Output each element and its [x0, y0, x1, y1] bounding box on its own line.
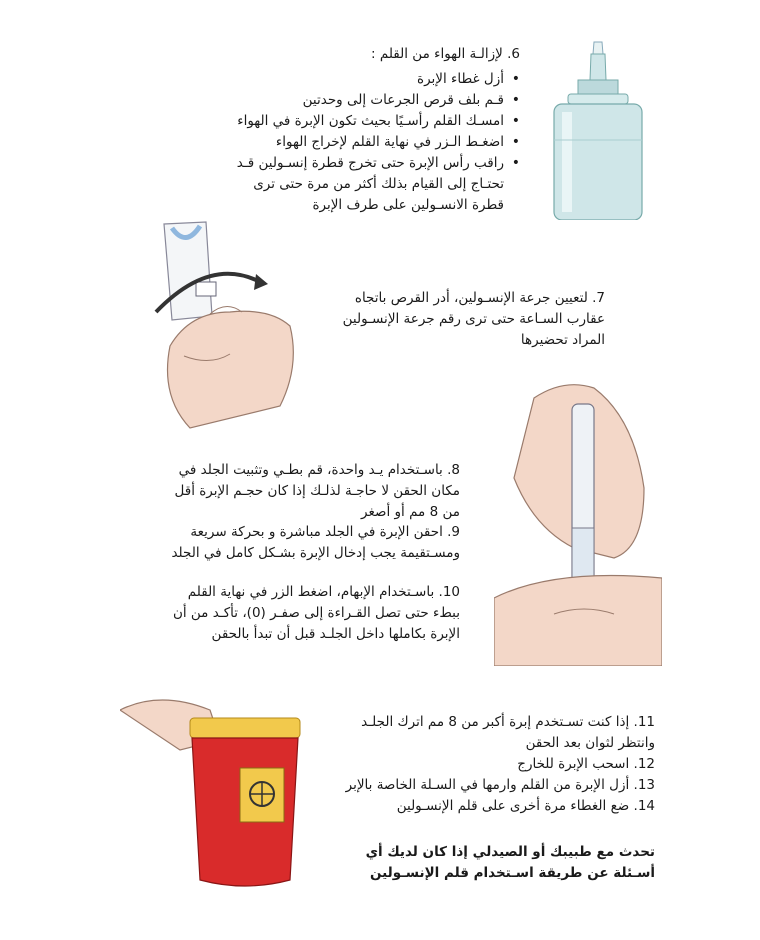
- step-12-text: 12. اسحب الإبرة للخارج: [517, 756, 655, 772]
- step-13-text: 13. أزل الإبرة من القلم وارمها في السـلة الخاصة بالإبر: [345, 777, 655, 793]
- step-6-bullet: • راقب رأس الإبرة حتى تخرج قطرة إنسـولين قـد تحتـاج إلى القيام بذلك أكثر من مرة حتى ترى قطرة الانسـولين على طرف الإبرة: [220, 153, 520, 216]
- step-8-text: 8. باسـتخدام يـد واحدة، قم بطـي وتثبيت الجلد في مكان الحقن لا حاجـة لذلـك إذا كان حجـم الإبرة أقل من 8 مم أو أصغر: [174, 462, 460, 520]
- step-10-text: 10. باسـتخدام الإبهام، اضغط الزر في نهاية القلم ببطء حتى تصل القـراءة إلى صفـر (0)، تأكـد من أن الإبرة بكاملها داخل الجلـد قبل أن تبدأ بالحقن: [172, 584, 460, 642]
- dial-dose-illustration: [150, 216, 310, 431]
- step-6-heading: 6. لإزالـة الهواء من القلم :: [371, 46, 520, 62]
- step-6-bullet-list: [220, 69, 520, 216]
- step-6-bullet: • اضغـط الـزر في نهاية القلم لإخراج الهواء: [220, 132, 520, 153]
- steps-11-14-block: [325, 712, 655, 817]
- step-7-text: 7. لتعيين جرعة الإنسـولين، أدر القرص باتجاه عقارب السـاعة حتى ترى رقم جرعة الإنسـولين المراد تحضيرها: [342, 290, 605, 348]
- step-6-bullet: • امسـك القلم رأسـيًا بحيث تكون الإبرة في الهواء: [220, 111, 520, 132]
- step-11-text: 11. إذا كنت تسـتخدم إبرة أكبر من 8 مم اترك الجلـد وانتظر لثوان بعد الحقن: [361, 714, 655, 751]
- step-6-bullet: • أزل غطاء الإبرة: [220, 69, 520, 90]
- step-9-text: 9. احقن الإبرة في الجلد مباشرة و بحركة سريعة ومسـتقيمة يجب إدخال الإبرة بشـكل كامل في الجلد: [171, 524, 460, 561]
- injection-illustration: [494, 378, 662, 666]
- step-14-text: 14. ضع الغطاء مرة أخرى على قلم الإنسـولين: [396, 798, 655, 814]
- insulin-vial-illustration: [548, 40, 648, 220]
- sharps-disposal-illustration: [120, 680, 310, 895]
- step-6-bullet: • قـم بلف قرص الجرعات إلى وحدتين: [220, 90, 520, 111]
- closing-note: تحدث مع طبيبك أو الصيدلي إذا كان لديك أي أسـئلة عن طريقة اسـتخدام قلم الإنسـولين: [365, 844, 655, 881]
- step-6-block: [220, 44, 520, 216]
